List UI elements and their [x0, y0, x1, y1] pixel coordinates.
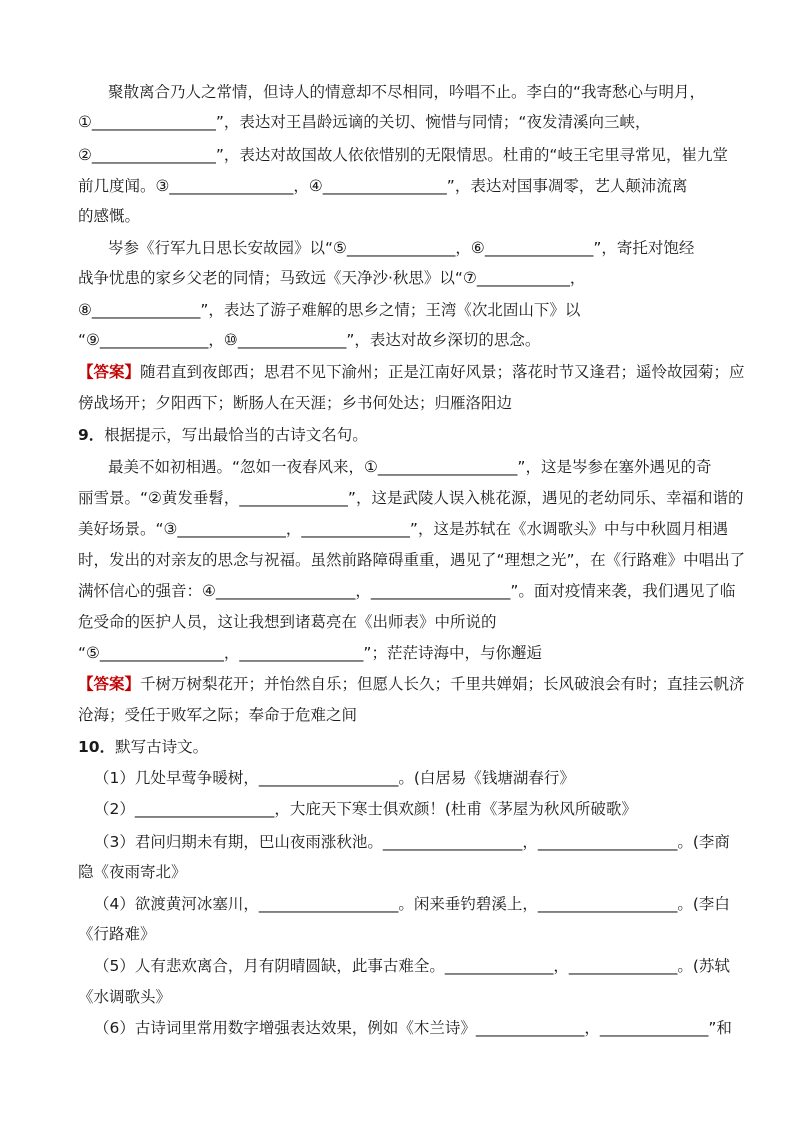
answer-text: 沧海；受任于败军之际；奉命于危难之间 — [78, 706, 358, 724]
question-heading — [78, 425, 728, 445]
question-number: 9． — [78, 426, 105, 444]
question-line: 时，发出的对亲友的思念与祝福。虽然前路障碍重重，遇见了“理想之光”，在《行路难》中唱出了 — [78, 551, 746, 569]
passage-line: ②________________”，表达对故国故人依依惜别的无限情思。杜甫的“岐王宅里寻常见，崔九堂 — [78, 146, 728, 164]
passage-line: 战争忧患的家乡父老的同情；马致远《天净沙·秋思》以“⑦____________， — [78, 269, 586, 287]
answer-tag: 【答案】 — [78, 675, 141, 693]
question-line: （6）古诗词里常用数字增强表达效果，例如《木兰诗》______________，______________”和 — [94, 1019, 732, 1037]
passage-line: 聚散离合乃人之常情，但诗人的情意却不尽相同，吟唱不止。李白的“我寄愁心与明月， — [108, 83, 706, 101]
answer-text: 随君直到夜郎西；思君不见下渝州；正是江南好风景；落花时节又逢君；遥怜故园菊；应 — [140, 363, 745, 381]
question-title: 根据提示，写出最恰当的古诗文名句。 — [104, 426, 368, 444]
question-title: 默写古诗文。 — [115, 738, 209, 756]
question-line: 满怀信心的强音：④__________________，__________________”。面对疫情来袭，我们遇见了临 — [78, 582, 736, 600]
question-line: （3）君问归期未有期，巴山夜雨涨秋池。__________________，__________________。(李商 — [94, 833, 730, 851]
passage-line: ①________________”，表达对王昌龄远谪的关切、惋惜与同情；“夜发清溪向三峡， — [78, 113, 651, 131]
question-number: 10． — [78, 738, 116, 756]
question-line: “⑤________________，________________”；茫茫诗海中，与你邂逅 — [78, 644, 542, 662]
answer-tag: 【答案】 — [78, 363, 141, 381]
question-line: 丽雪景。“②黄发垂髫，______________”，这是武陵人误入桃花源，遇见的老幼同乐、幸福和谐的 — [78, 489, 744, 507]
question-line: （4）欲渡黄河冰塞川，__________________。闲来垂钓碧溪上，__________________。(李白 — [94, 895, 730, 913]
question-line: 《水调歌头》 — [78, 988, 172, 1006]
answer-text: 千树万树梨花开；并怡然自乐；但愿人长久；千里共婵娟；长风破浪会有时；直挂云帆济 — [140, 675, 745, 693]
question-line: 最美不如初相遇。“忽如一夜春风来，①__________________”，这是岑参在塞外遇见的奇 — [108, 458, 712, 476]
question-line: 危受命的医护人员，这让我想到诸葛亮在《出师表》中所说的 — [78, 613, 497, 631]
question-heading — [78, 737, 728, 757]
passage-line: 岑参《行军九日思长安故园》以“⑤______________，⑥______________”，寄托对饱经 — [108, 239, 695, 257]
question-line: 美好场景。“③______________，______________”，这是苏轼在《水调歌头》中与中秋圆月相遇 — [78, 520, 728, 538]
question-line: 隐《夜雨寄北》 — [78, 863, 187, 881]
passage-line: “⑨______________，⑩______________”，表达对故乡深切的思念。 — [78, 331, 541, 349]
question-line: （1）几处早莺争暖树，__________________。(白居易《钱塘湖春行》 — [94, 769, 575, 787]
question-line: （5）人有悲欢离合，月有阴晴圆缺，此事古难全。______________，______________。(苏轼 — [94, 957, 730, 975]
question-line: （2）__________________，大庇天下寒士俱欢颜！(杜甫《茅屋为秋风所破歌》 — [94, 800, 637, 818]
passage-line: ⑧______________”，表达了游子难解的思乡之情；王湾《次北固山下》以 — [78, 301, 581, 319]
question-line: 《行路难》 — [78, 925, 156, 943]
answer-text: 傍战场开；夕阳西下；断肠人在天涯；乡书何处达；归雁洛阳边 — [78, 394, 513, 412]
passage-line: 的感慨。 — [78, 207, 141, 225]
passage-line: 前几度闻。③________________，④________________”，表达对国事凋零，艺人颠沛流离 — [78, 177, 688, 195]
